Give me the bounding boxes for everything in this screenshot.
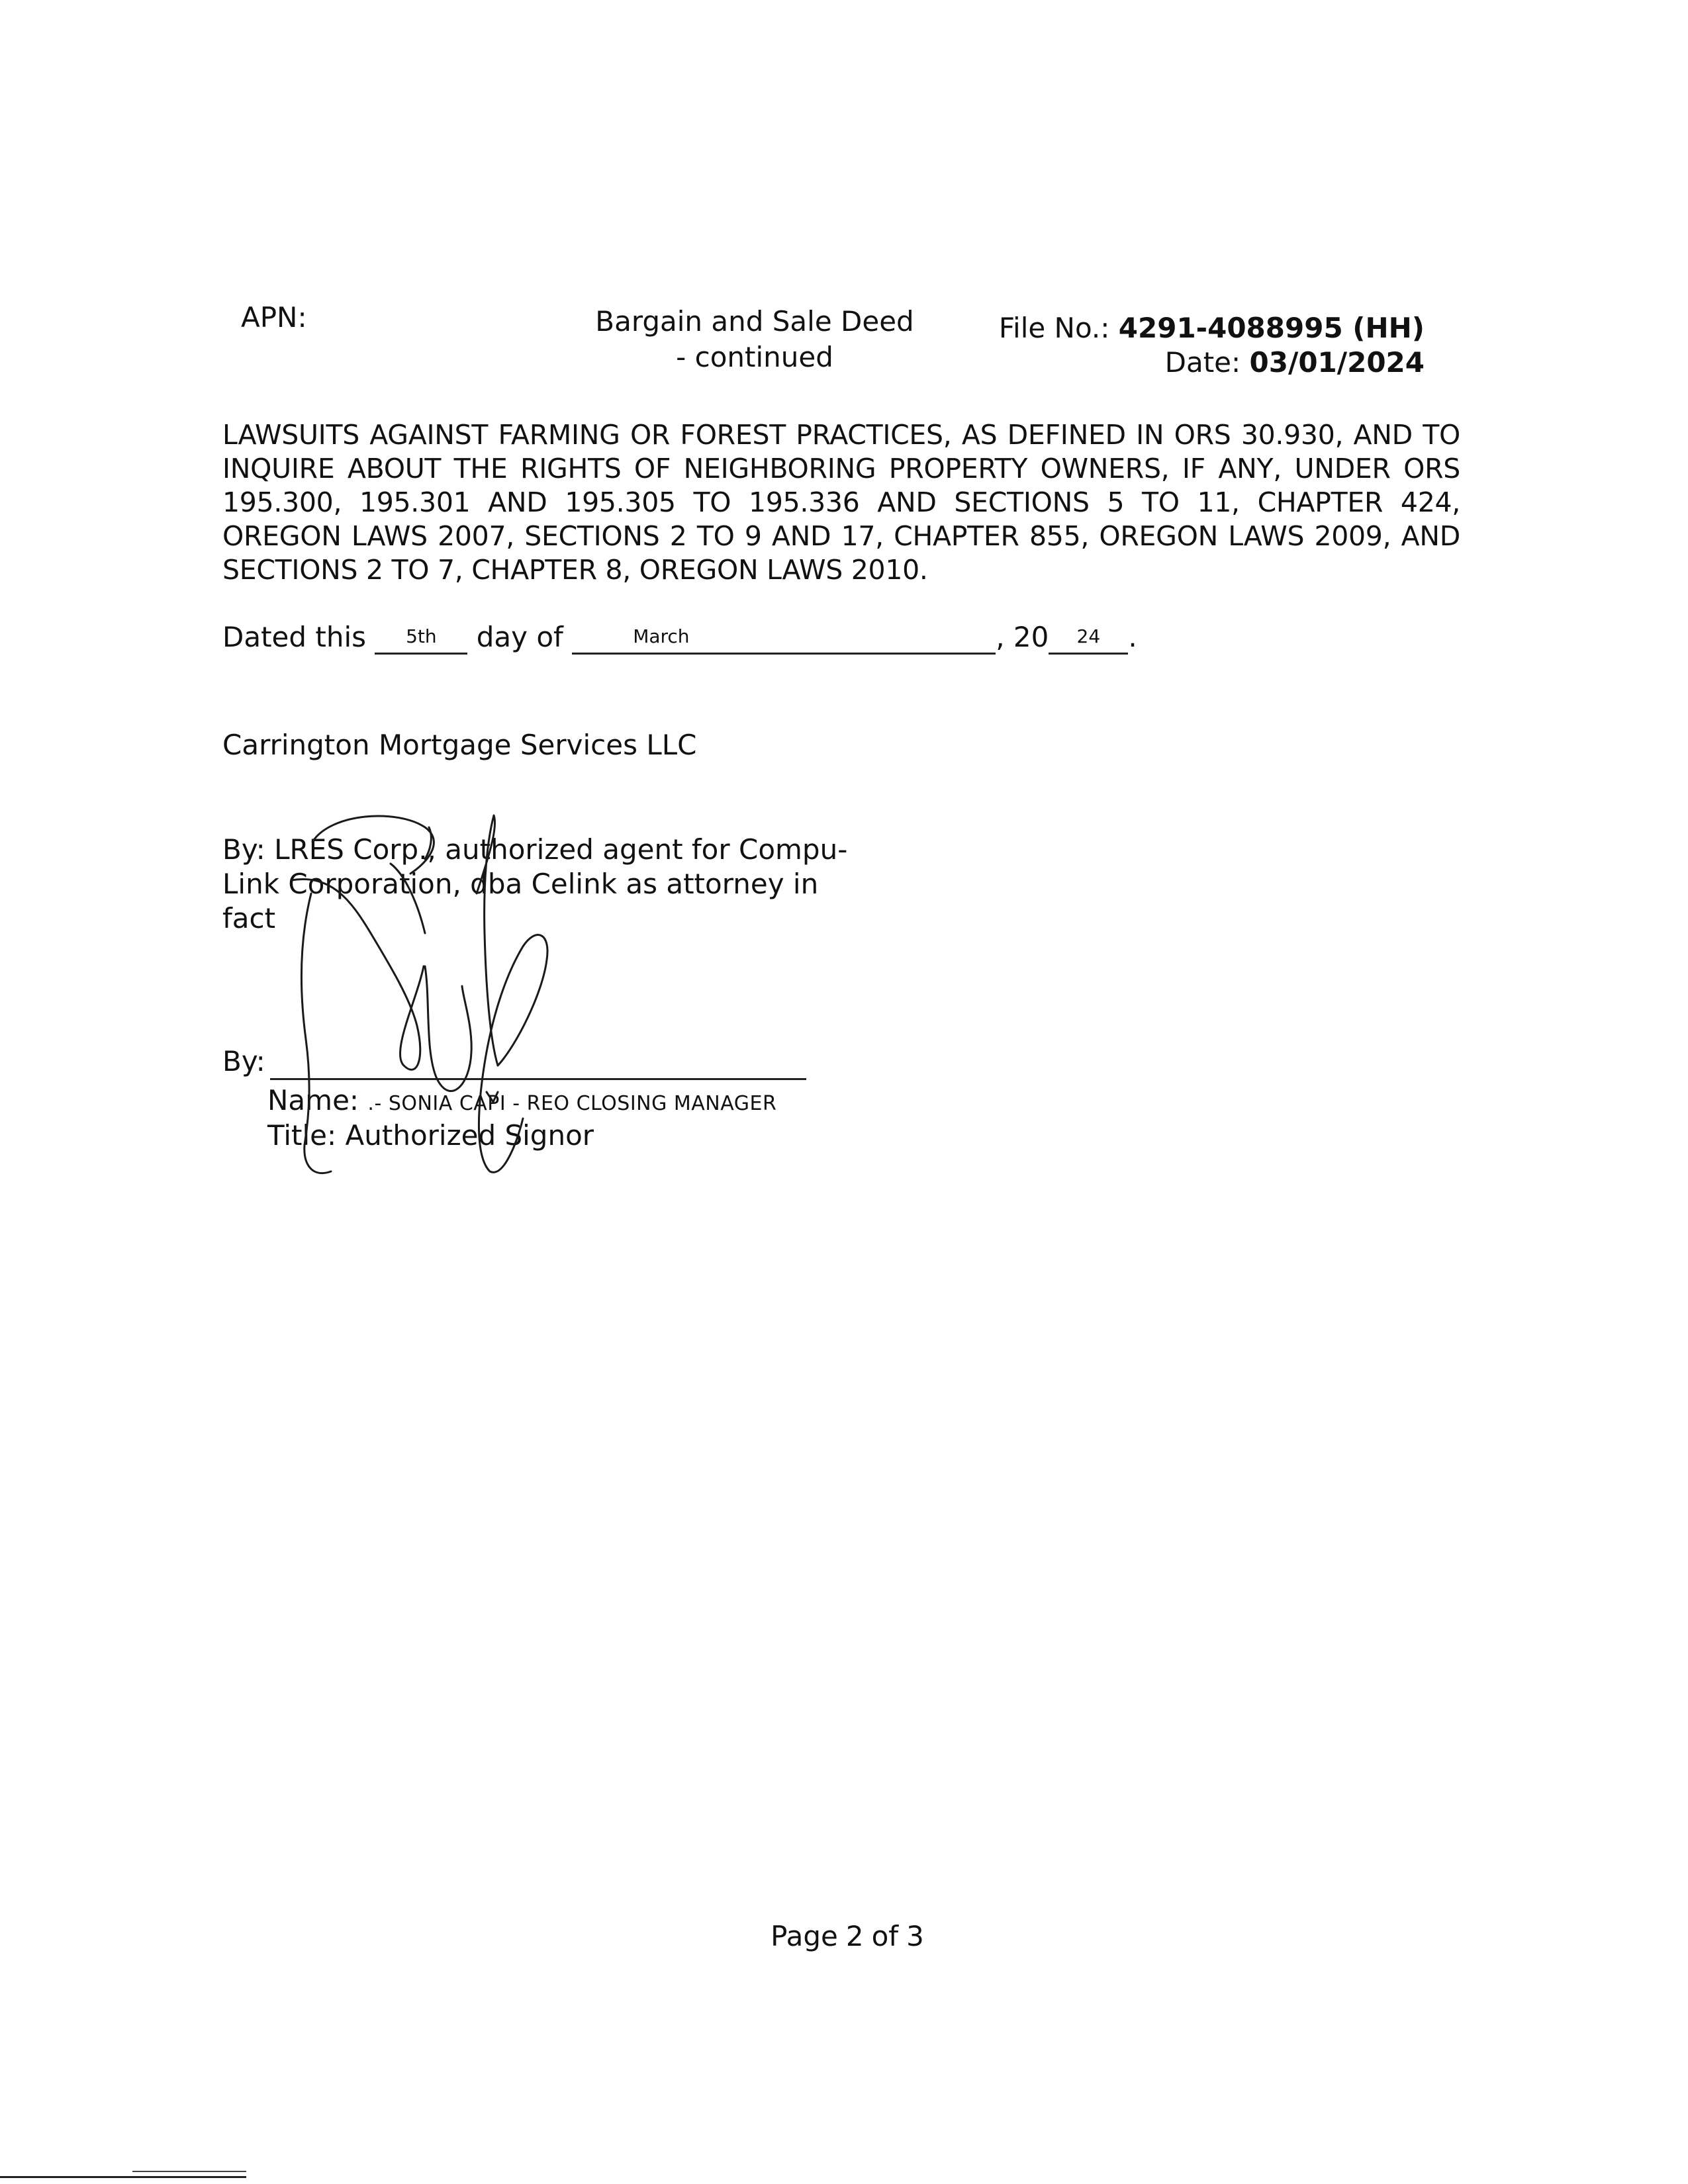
deed-body-paragraph: LAWSUITS AGAINST FARMING OR FOREST PRACTICES, AS DEFINED IN ORS 30.930, AND TO INQUIRE ABOUT THE RIGHTS OF NEIGHBORING PROPERTY OWNERS, IF ANY, UNDER ORS 195.300, 195.301 AND 195.305 TO 195.336 AND SECTIONS 5 TO 11, CHAPTER 424, OREGON LAWS 2007, SECTIONS 2 TO 9 AND 17, CHAPTER 855, OREGON LAWS 2009, AND SECTIONS 2 TO 7, CHAPTER 8, OREGON LAWS 2010. (222, 419, 1460, 586)
dated-prefix: Dated this (222, 621, 375, 653)
agent-line-1: By: LRES Corp., authorized agent for Compu- (222, 833, 848, 866)
file-date-value: 03/01/2024 (1249, 346, 1425, 379)
agent-line-2: Link Corporation, dba Celink as attorney in (222, 868, 819, 900)
day-field (375, 622, 467, 655)
year-field (1049, 622, 1128, 655)
day-of-text: day of (467, 621, 573, 653)
bottom-rule (0, 2176, 246, 2178)
file-date-label: Date: (1164, 346, 1250, 379)
agent-line-3: fact (222, 902, 276, 934)
dated-line (222, 621, 1137, 655)
file-date-line (927, 345, 1425, 381)
file-number-value: 4291-4088995 (HH) (1118, 312, 1425, 344)
dated-suffix: . (1128, 621, 1137, 653)
bottom-rule-secondary (132, 2171, 246, 2172)
file-number-line (927, 311, 1425, 346)
deed-subtitle: - continued (676, 341, 833, 373)
deed-title: Bargain and Sale Deed (595, 305, 914, 338)
month-field (572, 622, 996, 655)
file-number-label: File No.: (998, 312, 1119, 344)
signature-by-label: By: (222, 1045, 265, 1077)
day-value: 5th (406, 625, 437, 647)
year-prefix: , 20 (996, 621, 1049, 653)
page-total: 3 (906, 1920, 924, 1952)
of-word: of (871, 1920, 899, 1952)
signer-name-label: Name: (267, 1084, 368, 1116)
page-current: 2 (845, 1920, 864, 1952)
apn-label: APN: (241, 301, 307, 334)
month-value: March (633, 625, 690, 647)
signer-title: Title: Authorized Signor (267, 1119, 594, 1152)
page-word: Page (771, 1920, 838, 1952)
company-name: Carrington Mortgage Services LLC (222, 729, 697, 761)
year-value: 24 (1076, 625, 1101, 647)
signer-name-value: .- SONIA CAPI - REO CLOSING MANAGER (367, 1092, 777, 1115)
page-number (662, 1919, 1033, 1954)
handwritten-signature (252, 801, 596, 1211)
